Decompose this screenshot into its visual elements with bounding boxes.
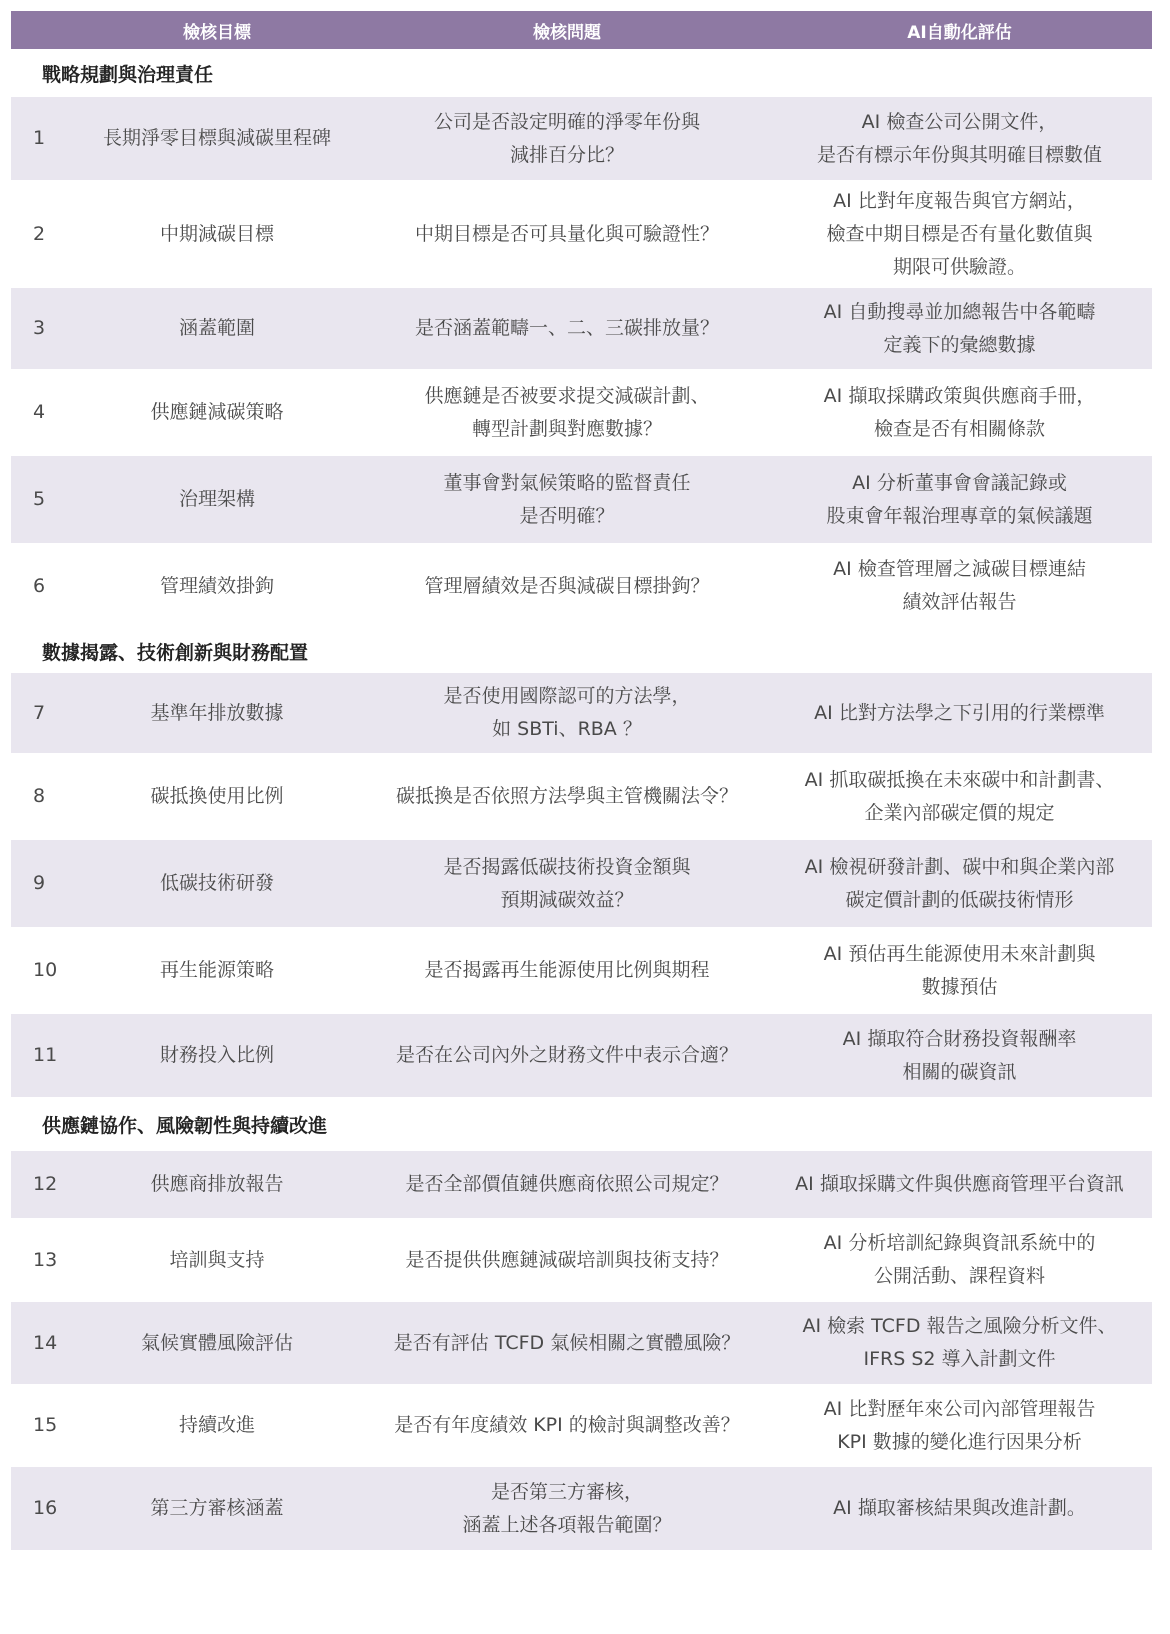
ai-line: 股東會年報治理專章的氣候議題 (826, 504, 1093, 527)
row-number (11, 396, 67, 429)
row-goal: 培訓與支持 (169, 1248, 265, 1271)
ai-line: AI 檢查公司公開文件， (861, 110, 1058, 133)
table-row (11, 1218, 1152, 1302)
question-line: 是否在公司內外之財務文件中表示合適？ (395, 1044, 738, 1066)
row-ai-assessment (767, 764, 1152, 830)
row-number (11, 1039, 67, 1072)
row-number-text: 10 (33, 959, 58, 981)
ai-line: 檢查是否有相關條款 (873, 417, 1045, 440)
table-row (11, 1014, 1152, 1097)
row-goal: 持續改進 (178, 1414, 255, 1436)
table-row (11, 1384, 1152, 1467)
row-question (367, 680, 767, 746)
row-question (367, 467, 767, 533)
row-ai-assessment (767, 1227, 1152, 1293)
row-number (11, 780, 67, 813)
question-line: 是否有評估 TCFD 氣候相關之實體風險？ (393, 1331, 741, 1354)
row-goal: 供應鏈減碳策略 (150, 401, 284, 423)
ai-line: 期限可供驗證。 (892, 255, 1026, 278)
question-line: 中期目標是否可具量化與可驗證性？ (414, 222, 719, 245)
row-goal: 氣候實體風險評估 (140, 1331, 293, 1354)
row-goal: 基準年排放數據 (150, 701, 284, 724)
question-line: 管理層績效是否與減碳目標掛鉤？ (424, 574, 710, 597)
row-goal: 第三方審核涵蓋 (150, 1497, 284, 1519)
row-number (11, 122, 67, 155)
row-number (11, 1409, 67, 1442)
ai-line: AI 檢查管理層之減碳目標連結 (833, 558, 1086, 580)
row-question (367, 570, 767, 603)
row-ai-assessment (767, 1168, 1152, 1201)
row-ai-assessment (767, 106, 1152, 172)
row-ai-assessment (767, 1310, 1152, 1376)
row-ai-assessment (767, 185, 1152, 284)
question-line: 如 SBTi、RBA ？ (492, 718, 642, 740)
row-ai-assessment (767, 1492, 1152, 1525)
row-question (367, 1327, 767, 1360)
row-number-text: 9 (33, 872, 46, 894)
ai-line: KPI 數據的變化進行因果分析 (837, 1430, 1082, 1453)
row-question (367, 1039, 767, 1072)
section-title: 戰略規劃與治理責任 (42, 63, 214, 86)
question-line: 公司是否設定明確的淨零年份與 (433, 110, 700, 133)
ai-line: AI 分析培訓紀錄與資訊系統中的 (823, 1232, 1096, 1254)
row-goal: 治理架構 (178, 488, 255, 510)
row-question (367, 312, 767, 345)
row-number-text: 7 (33, 701, 46, 724)
table-row (11, 753, 1152, 840)
row-goal: 再生能源策略 (159, 959, 274, 981)
ai-line: AI 擷取採購政策與供應商手冊， (823, 384, 1096, 407)
table-row (11, 1302, 1152, 1384)
table-row (11, 927, 1152, 1014)
table-body (11, 49, 1152, 1550)
row-number (11, 1168, 67, 1201)
row-goal: 低碳技術研發 (159, 872, 274, 894)
ai-line: AI 擷取審核結果與改進計劃。 (833, 1497, 1086, 1519)
row-ai-assessment (767, 697, 1152, 730)
table-row (11, 456, 1152, 543)
row-ai-assessment (767, 1393, 1152, 1459)
row-number (11, 483, 67, 516)
row-ai-assessment (767, 553, 1152, 619)
row-question (367, 1476, 767, 1542)
table-row (11, 369, 1152, 456)
table-row (11, 288, 1152, 369)
table-header (11, 11, 1152, 49)
row-goal: 長期淨零目標與減碳里程碑 (102, 127, 331, 149)
row-number-text: 16 (33, 1497, 58, 1519)
row-number (11, 954, 67, 987)
row-ai-assessment (767, 1023, 1152, 1089)
row-goal: 管理績效掛鉤 (159, 574, 274, 597)
row-goal: 中期減碳目標 (159, 222, 274, 245)
row-ai-assessment (767, 851, 1152, 917)
row-number-text: 11 (33, 1044, 58, 1066)
question-line: 是否有年度績效 KPI 的檢討與調整改善？ (394, 1414, 740, 1436)
ai-line: 企業內部碳定價的規定 (864, 801, 1055, 824)
question-line: 是否涵蓋範疇一、二、三碳排放量？ (414, 317, 719, 339)
question-line: 是否揭露低碳技術投資金額與 (443, 855, 691, 878)
row-number-text: 12 (33, 1173, 58, 1195)
row-number-text: 5 (33, 488, 46, 510)
row-number-text: 6 (33, 574, 46, 597)
ai-line: AI 預估再生能源使用未來計劃與 (823, 942, 1096, 965)
row-goal: 供應商排放報告 (150, 1173, 284, 1195)
ai-line: AI 比對年度報告與官方網站， (833, 189, 1086, 212)
section-title: 供應鏈協作、風險韌性與持續改進 (42, 1114, 328, 1137)
row-number-text: 8 (33, 785, 46, 807)
question-line: 是否第三方審核， (490, 1480, 643, 1503)
question-line: 董事會對氣候策略的監督責任 (443, 471, 691, 494)
ai-line: 是否有標示年份與其明確目標數值 (816, 143, 1102, 166)
row-goal: 碳抵換使用比例 (150, 785, 284, 807)
table-row (11, 1151, 1152, 1218)
header-ai: AI自動化評估 (907, 22, 1012, 43)
ai-line: 數據預估 (921, 975, 998, 998)
row-question (367, 1409, 767, 1442)
table-row (11, 97, 1152, 180)
ai-line: AI 分析董事會會議記錄或 (852, 471, 1067, 494)
row-goal: 財務投入比例 (159, 1044, 274, 1066)
question-line: 是否揭露再生能源使用比例與期程 (424, 959, 710, 981)
table-row (11, 673, 1152, 753)
row-ai-assessment (767, 380, 1152, 446)
question-line: 供應鏈是否被要求提交減碳計劃、 (424, 384, 710, 407)
row-number-text: 3 (33, 317, 46, 339)
row-ai-assessment (767, 938, 1152, 1004)
row-question (367, 780, 767, 813)
header-goal: 檢核目標 (183, 22, 251, 43)
row-number-text: 2 (33, 222, 46, 245)
row-question (367, 106, 767, 172)
question-line: 是否明確？ (519, 504, 615, 527)
section-title: 數據揭露、技術創新與財務配置 (42, 641, 309, 664)
ai-line: IFRS S2 導入計劃文件 (863, 1348, 1056, 1370)
question-line: 碳抵換是否依照方法學與主管機關法令？ (395, 785, 738, 807)
header-question: 檢核問題 (533, 22, 601, 43)
ai-line: AI 檢視研發計劃、碳中和與企業內部 (804, 855, 1115, 878)
question-line: 預期減碳效益？ (500, 888, 634, 911)
row-number-text: 13 (33, 1248, 58, 1271)
row-question (367, 1168, 767, 1201)
row-number (11, 218, 67, 251)
row-goal: 涵蓋範圍 (178, 317, 255, 339)
question-line: 涵蓋上述各項報告範圍？ (462, 1513, 672, 1536)
row-question (367, 954, 767, 987)
question-line: 是否提供供應鏈減碳培訓與技術支持？ (405, 1248, 729, 1271)
table-row (11, 1467, 1152, 1550)
row-number (11, 570, 67, 603)
row-number-text: 14 (33, 1331, 58, 1354)
table-row (11, 180, 1152, 288)
ai-line: 績效評估報告 (902, 591, 1017, 613)
question-line: 轉型計劃與對應數據？ (471, 417, 662, 440)
table-row (11, 543, 1152, 629)
row-question (367, 218, 767, 251)
ai-line: AI 抓取碳抵換在未來碳中和計劃書、 (804, 768, 1115, 791)
row-number (11, 1327, 67, 1360)
ai-line: 檢查中期目標是否有量化數值與 (826, 222, 1093, 245)
question-line: 是否全部價值鏈供應商依照公司規定？ (405, 1173, 729, 1195)
ai-line: 相關的碳資訊 (902, 1060, 1017, 1083)
row-ai-assessment (767, 296, 1152, 362)
ai-line: AI 擷取符合財務投資報酬率 (842, 1027, 1077, 1050)
row-number (11, 1492, 67, 1525)
ai-line: 公開活動、課程資料 (873, 1265, 1045, 1287)
row-question (367, 851, 767, 917)
ai-line: AI 檢索 TCFD 報告之風險分析文件、 (802, 1315, 1117, 1337)
ai-line: 碳定價計劃的低碳技術情形 (845, 888, 1074, 911)
question-line: 是否使用國際認可的方法學， (443, 685, 691, 707)
row-question (367, 1244, 767, 1277)
row-number-text: 15 (33, 1414, 58, 1436)
checklist-table (11, 11, 1152, 1550)
row-number-text: 4 (33, 401, 46, 423)
question-line: 減排百分比？ (509, 143, 624, 166)
ai-line: AI 擷取採購文件與供應商管理平台資訊 (795, 1173, 1124, 1195)
ai-line: 定義下的彙總數據 (883, 333, 1036, 356)
ai-line: AI 比對方法學之下引用的行業標準 (814, 701, 1105, 724)
ai-line: AI 比對歷年來公司內部管理報告 (823, 1397, 1096, 1420)
row-number (11, 697, 67, 730)
row-question (367, 380, 767, 446)
row-ai-assessment (767, 467, 1152, 533)
row-number (11, 1244, 67, 1277)
row-number (11, 312, 67, 345)
table-row (11, 840, 1152, 927)
row-number (11, 867, 67, 900)
row-number-text: 1 (33, 127, 46, 149)
ai-line: AI 自動搜尋並加總報告中各範疇 (823, 300, 1096, 323)
